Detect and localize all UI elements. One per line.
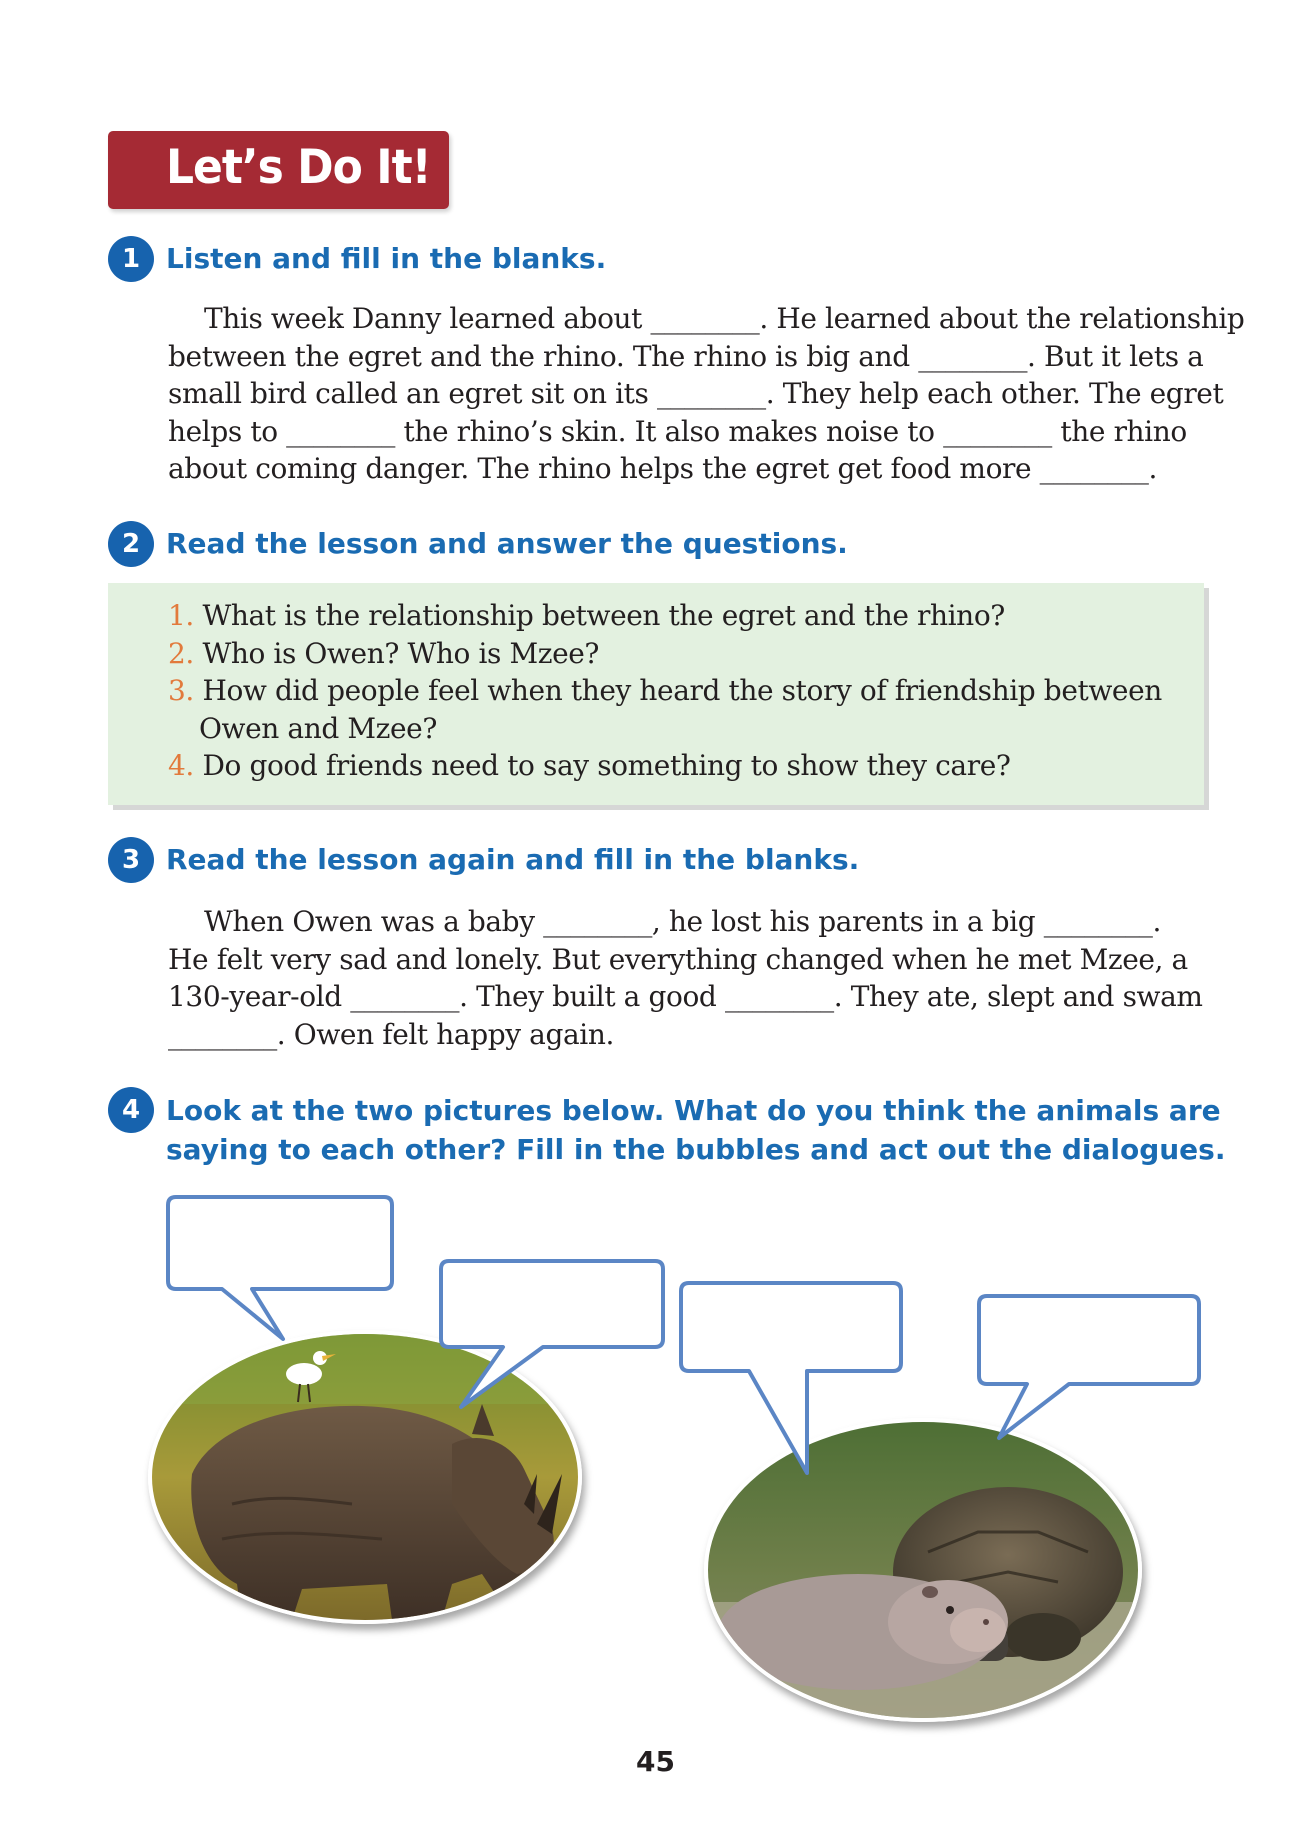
question-item	[168, 747, 1162, 785]
paragraph-line: 130-year-old ________. They built a good ________. They ate, slept and swam	[168, 980, 1203, 1013]
question-item	[168, 597, 1162, 635]
paragraph-line: This week Danny learned about ________. He learned about the relationship	[204, 302, 1245, 335]
question-text: How did people feel when they heard the story of friendship between	[202, 674, 1162, 707]
question-text-continued: Owen and Mzee?	[199, 711, 437, 745]
question-number: 1.	[168, 599, 194, 632]
question-text: Do good friends need to say something to show they care?	[202, 749, 1011, 782]
section-3-paragraph	[168, 903, 1218, 1053]
section-number-2: 2	[108, 521, 154, 567]
section-number-1: 1	[108, 236, 154, 282]
question-number: 4.	[168, 749, 194, 782]
section-number-3: 3	[108, 837, 154, 883]
paragraph-line: When Owen was a baby ________, he lost his parents in a big ________.	[204, 905, 1162, 938]
section-4-title	[166, 1091, 1225, 1169]
lets-do-it-banner	[108, 131, 449, 209]
question-item	[168, 635, 1162, 673]
section-2-heading	[108, 521, 848, 567]
section-1-title: Listen and fill in the blanks.	[166, 242, 607, 275]
banner-title: Let’s Do It!	[166, 140, 431, 196]
question-list	[168, 597, 1162, 785]
section-1-heading	[108, 236, 606, 282]
paragraph-line: ________. Owen felt happy again.	[168, 1017, 614, 1051]
speech-bubble-1[interactable]	[168, 1197, 394, 1347]
section-number-4: 4	[108, 1087, 154, 1133]
paragraph-line: small bird called an egret sit on its ________. They help each other. The egret	[168, 377, 1224, 410]
speech-bubble-3[interactable]	[681, 1283, 903, 1483]
paragraph-line: He felt very sad and lonely. But everything changed when he met Mzee, a	[168, 942, 1188, 976]
question-item	[168, 672, 1162, 710]
paragraph-line: between the egret and the rhino. The rhino is big and ________. But it lets a	[168, 339, 1204, 373]
section-3-title: Read the lesson again and fill in the blanks.	[166, 843, 860, 876]
section-4-heading	[108, 1087, 1225, 1169]
question-number: 3.	[168, 674, 194, 707]
speech-bubble-4[interactable]	[979, 1296, 1201, 1446]
section-4-title-line: saying to each other? Fill in the bubbles and act out the dialogues.	[166, 1133, 1226, 1166]
paragraph-line: helps to ________ the rhino’s skin. It also makes noise to ________ the rhino	[168, 414, 1187, 448]
section-4-title-line: Look at the two pictures below. What do you think the animals are	[166, 1094, 1221, 1127]
question-number: 2.	[168, 636, 194, 670]
section-1-paragraph	[168, 300, 1245, 488]
paragraph-line: about coming danger. The rhino helps the egret get food more ________.	[168, 452, 1157, 485]
speech-bubble-2[interactable]	[441, 1261, 665, 1411]
section-2-title: Read the lesson and answer the questions.	[166, 527, 848, 560]
question-text: What is the relationship between the egret and the rhino?	[202, 599, 1005, 632]
question-text: Who is Owen? Who is Mzee?	[202, 636, 600, 670]
page-number: 45	[636, 1745, 675, 1778]
section-3-heading	[108, 837, 859, 883]
